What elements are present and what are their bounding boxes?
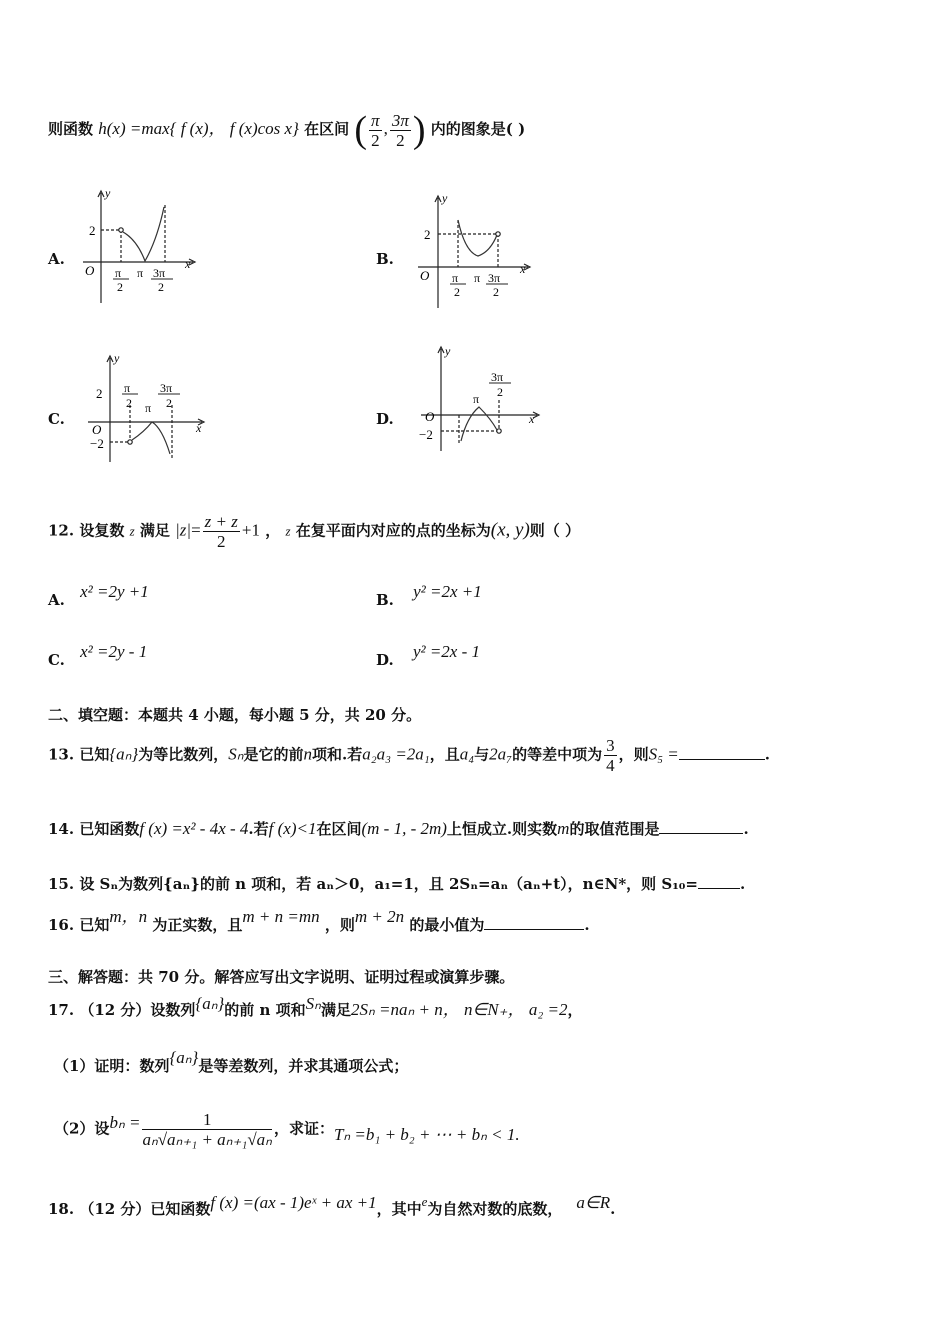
q12-option-d[interactable]: D. y² =2x - 1 — [376, 642, 481, 669]
section-2-heading: 二、填空题：本题共 4 小题，每小题 5 分，共 20 分。 — [48, 706, 422, 724]
q11-stem: 则函数 h(x) =max{ f (x)， f (x)cos x} 在区间 ( $\frac{\pi}{2}$ , $\frac{3\pi}{2}$ ) 内的图象是( ) — [48, 109, 526, 151]
q13-answer-blank[interactable] — [679, 744, 765, 760]
svg-text:2: 2 — [493, 285, 499, 299]
q12-stem: 12. 设复数 z 满足 |z|= $\frac{z + z}{2}$ +1 ， z 在复平面内对应的点的坐标为(x, y)则（ ） — [48, 512, 581, 551]
q12-option-a[interactable]: A. x² =2y +1 — [48, 582, 149, 609]
q15-stem: 15. 设 Sₙ为数列{aₙ}的前 n 项和，若 aₙ＞0，a₁=1，且 2Sₙ=aₙ（aₙ+t），n∈N*，则 S₁₀= . — [48, 875, 746, 893]
section-3-heading: 三、解答题：共 70 分。解答应写出文字说明、证明过程或演算步骤。 — [48, 968, 515, 986]
svg-text:O: O — [425, 409, 435, 424]
svg-text:3π: 3π — [160, 381, 173, 395]
svg-text:3π: 3π — [488, 271, 501, 285]
q11-option-c[interactable]: C. — [48, 410, 65, 428]
graph-a — [75, 185, 205, 305]
svg-text:x: x — [520, 262, 526, 276]
svg-text:π: π — [137, 266, 144, 280]
svg-text:O: O — [92, 422, 102, 437]
q13-stem: 13. 已知{aₙ}为等比数列，Sₙ是它的前n项和.若a₂a₃ =2a₁，且a₄与2a₇的等差中项为 $\frac{3}{4}$ ，则S₅ = . — [48, 736, 770, 775]
q15-answer-blank[interactable] — [698, 873, 740, 889]
svg-text:π: π — [473, 392, 480, 406]
q17-part-1: （1）证明：数列{aₙ}是等差数列，并求其通项公式； — [54, 1048, 409, 1075]
svg-text:π: π — [115, 266, 122, 280]
svg-text:3π: 3π — [491, 370, 504, 384]
svg-text:2: 2 — [117, 280, 123, 294]
q17-part-2: （2）设bₙ = $\frac{1}{\text{aₙ√aₙ₊₁ + aₙ₊₁√aₙ}}$ ，求证：Tₙ =b₁ + b₂ + ⋯ + bₙ < 1. — [54, 1110, 520, 1149]
svg-text:2: 2 — [497, 385, 503, 399]
svg-text:2: 2 — [454, 285, 460, 299]
svg-text:π: π — [145, 401, 152, 415]
graph-b — [410, 190, 540, 310]
svg-text:y: y — [442, 191, 448, 205]
svg-text:−2: −2 — [90, 436, 104, 451]
svg-text:O: O — [420, 268, 430, 283]
svg-text:2: 2 — [126, 396, 132, 410]
q18-stem: 18. （12 分）已知函数f (x) =(ax - 1)eˣ + ax +1，其中e为自然对数的底数， a∈R. — [48, 1193, 616, 1218]
q11-option-d[interactable]: D. — [376, 410, 394, 428]
svg-text:3π: 3π — [153, 266, 166, 280]
svg-text:2: 2 — [166, 396, 172, 410]
svg-text:x: x — [196, 421, 202, 435]
y-axis-label: y — [105, 186, 111, 200]
origin-label: O — [85, 263, 95, 278]
q17-stem: 17. （12 分）设数列{aₙ}的前 n 项和Sₙ满足2Sₙ =naₙ + n， n∈N₊， a₂ =2， — [48, 994, 583, 1019]
graph-c — [80, 350, 210, 465]
q16-answer-blank[interactable] — [484, 914, 584, 930]
svg-text:2: 2 — [158, 280, 164, 294]
svg-text:x: x — [529, 412, 535, 426]
q14-answer-blank[interactable] — [659, 818, 743, 834]
x-axis-label: x — [185, 257, 191, 271]
q12-option-c[interactable]: C. x² =2y - 1 — [48, 642, 148, 669]
q14-stem: 14. 已知函数f (x) =x² - 4x - 4.若f (x)<1在区间(m - 1, - 2m)上恒成立.则实数m的取值范围是 . — [48, 819, 749, 838]
graph-d — [415, 345, 545, 455]
q16-stem: 16. 已知m，n 为正实数，且m + n =mn ，则m + 2n 的最小值为 . — [48, 907, 590, 934]
svg-text:2: 2 — [424, 227, 431, 242]
q11-option-b[interactable]: B. — [376, 250, 394, 268]
svg-text:y: y — [114, 351, 120, 365]
svg-text:π: π — [474, 271, 481, 285]
svg-text:y: y — [445, 345, 451, 358]
two-label: 2 — [89, 223, 96, 238]
svg-text:π: π — [124, 381, 131, 395]
svg-text:−2: −2 — [419, 427, 433, 442]
svg-text:π: π — [452, 271, 459, 285]
h-definition: h(x) =max{ f (x)， f (x)cos x} — [98, 119, 299, 138]
q11-option-a[interactable]: A. — [48, 250, 65, 268]
svg-text:2: 2 — [96, 386, 103, 401]
q12-option-b[interactable]: B. y² =2x +1 — [376, 582, 482, 609]
